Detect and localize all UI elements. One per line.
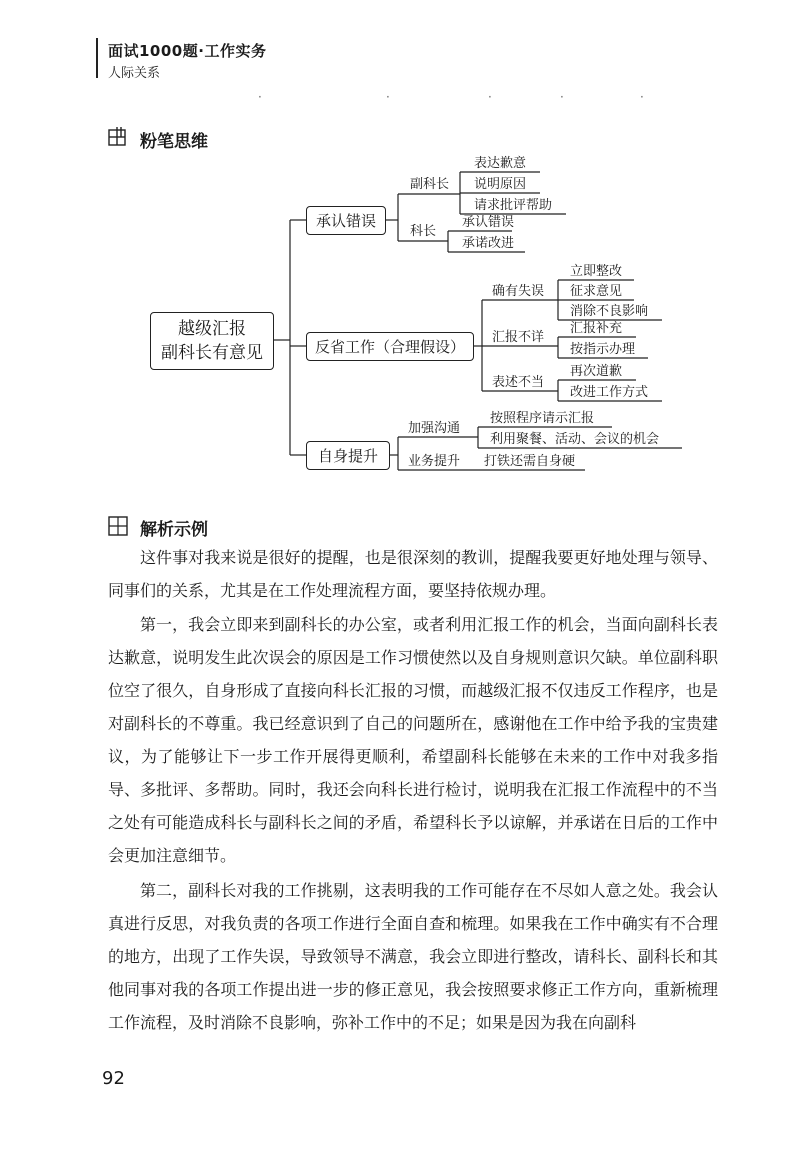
leaf-item: 按照程序请示汇报 xyxy=(490,411,595,426)
root-line-2: 副科长有意见 xyxy=(161,343,263,363)
root-line-1: 越级汇报 xyxy=(178,319,246,339)
leaf-item: 利用聚餐、活动、会议的机会 xyxy=(490,432,660,447)
leaf-item: 消除不良影响 xyxy=(570,304,649,319)
dot-mark: · xyxy=(488,90,492,104)
leaf-item: 按指示办理 xyxy=(570,342,636,357)
leaf-item: 改进工作方式 xyxy=(570,385,649,400)
dot-mark: · xyxy=(386,90,390,104)
leaf-item: 承认错误 xyxy=(462,215,515,230)
section-title-analysis: 解析示例 xyxy=(140,520,208,540)
leaf-item: 征求意见 xyxy=(570,284,623,299)
book-title: 面试1000题·工作实务 xyxy=(108,42,267,60)
sub-mistake: 确有失误 xyxy=(492,284,545,299)
sub-business: 业务提升 xyxy=(408,454,461,469)
branch-admit-error: 承认错误 xyxy=(306,206,386,235)
grid-icon xyxy=(108,516,128,536)
branch-reflect-work: 反省工作（合理假设） xyxy=(306,332,474,361)
sub-report-unclear: 汇报不详 xyxy=(492,330,545,345)
leaf-item: 打铁还需自身硬 xyxy=(484,454,576,469)
leaf-item: 请求批评帮助 xyxy=(474,198,553,213)
dot-mark: · xyxy=(640,90,644,104)
paragraph-second: 第二，副科长对我的工作挑剔，这表明我的工作可能存在不尽如人意之处。我会认真进行反思，对我负责的各项工作进行全面自查和梳理。如果我在工作中确实有不合理的地方，出现了工作失误，导致领导不满意，我会立即进行整改，请科长、副科长和其他同事对我的各项工作提出进一步的修正意见，我会按照要求修正工作方向，重新梳理工作流程，及时消除不良影响，弥补工作中的不足；如果是因为我在向副科 xyxy=(108,881,718,1032)
page-number: 92 xyxy=(102,1068,125,1089)
dot-mark: · xyxy=(258,90,262,104)
leaf-item: 再次道歉 xyxy=(570,364,623,379)
leaf-item: 承诺改进 xyxy=(462,236,515,251)
dot-mark: · xyxy=(560,90,564,104)
section-title-thinking: 粉笔思维 xyxy=(140,132,208,152)
leaf-item: 说明原因 xyxy=(474,177,527,192)
leaf-item: 立即整改 xyxy=(570,264,623,279)
chapter-title: 人际关系 xyxy=(108,66,161,81)
paragraph-first: 第一，我会立即来到副科长的办公室，或者利用汇报工作的机会，当面向副科长表达歉意，说明发生此次误会的原因是工作习惯使然以及自身规则意识欠缺。单位副科职位空了很久，自身形成了直接向科长汇报的习惯，而越级汇报不仅违反工作程序，也是对副科长的不尊重。我已经意识到了自己的问题所在，感谢他在工作中给予我的宝贵建议，为了能够让下一步工作开展得更顺利，希望副科长能够在未来的工作中对我多指导、多批评、多帮助。同时，我还会向科长进行检讨，说明我在汇报工作流程中的不当之处有可能造成科长与副科长之间的矛盾，希望科长予以谅解，并承诺在日后的工作中会更加注意细节。 xyxy=(108,615,718,865)
sub-communication: 加强沟通 xyxy=(408,421,461,436)
leaf-item: 表达歉意 xyxy=(474,156,527,171)
branch-self-improve: 自身提升 xyxy=(306,441,390,470)
mind-map-connectors xyxy=(0,0,800,520)
sub-chief: 科长 xyxy=(410,224,437,239)
mind-map-root xyxy=(150,312,274,370)
sub-deputy-chief: 副科长 xyxy=(410,177,450,192)
paragraph-intro: 这件事对我来说是很好的提醒，也是很深刻的教训，提醒我要更好地处理与领导、同事们的关系，尤其是在工作处理流程方面，要坚持依规办理。 xyxy=(108,548,718,600)
sub-expression-improper: 表述不当 xyxy=(492,375,545,390)
leaf-item: 汇报补充 xyxy=(570,321,623,336)
